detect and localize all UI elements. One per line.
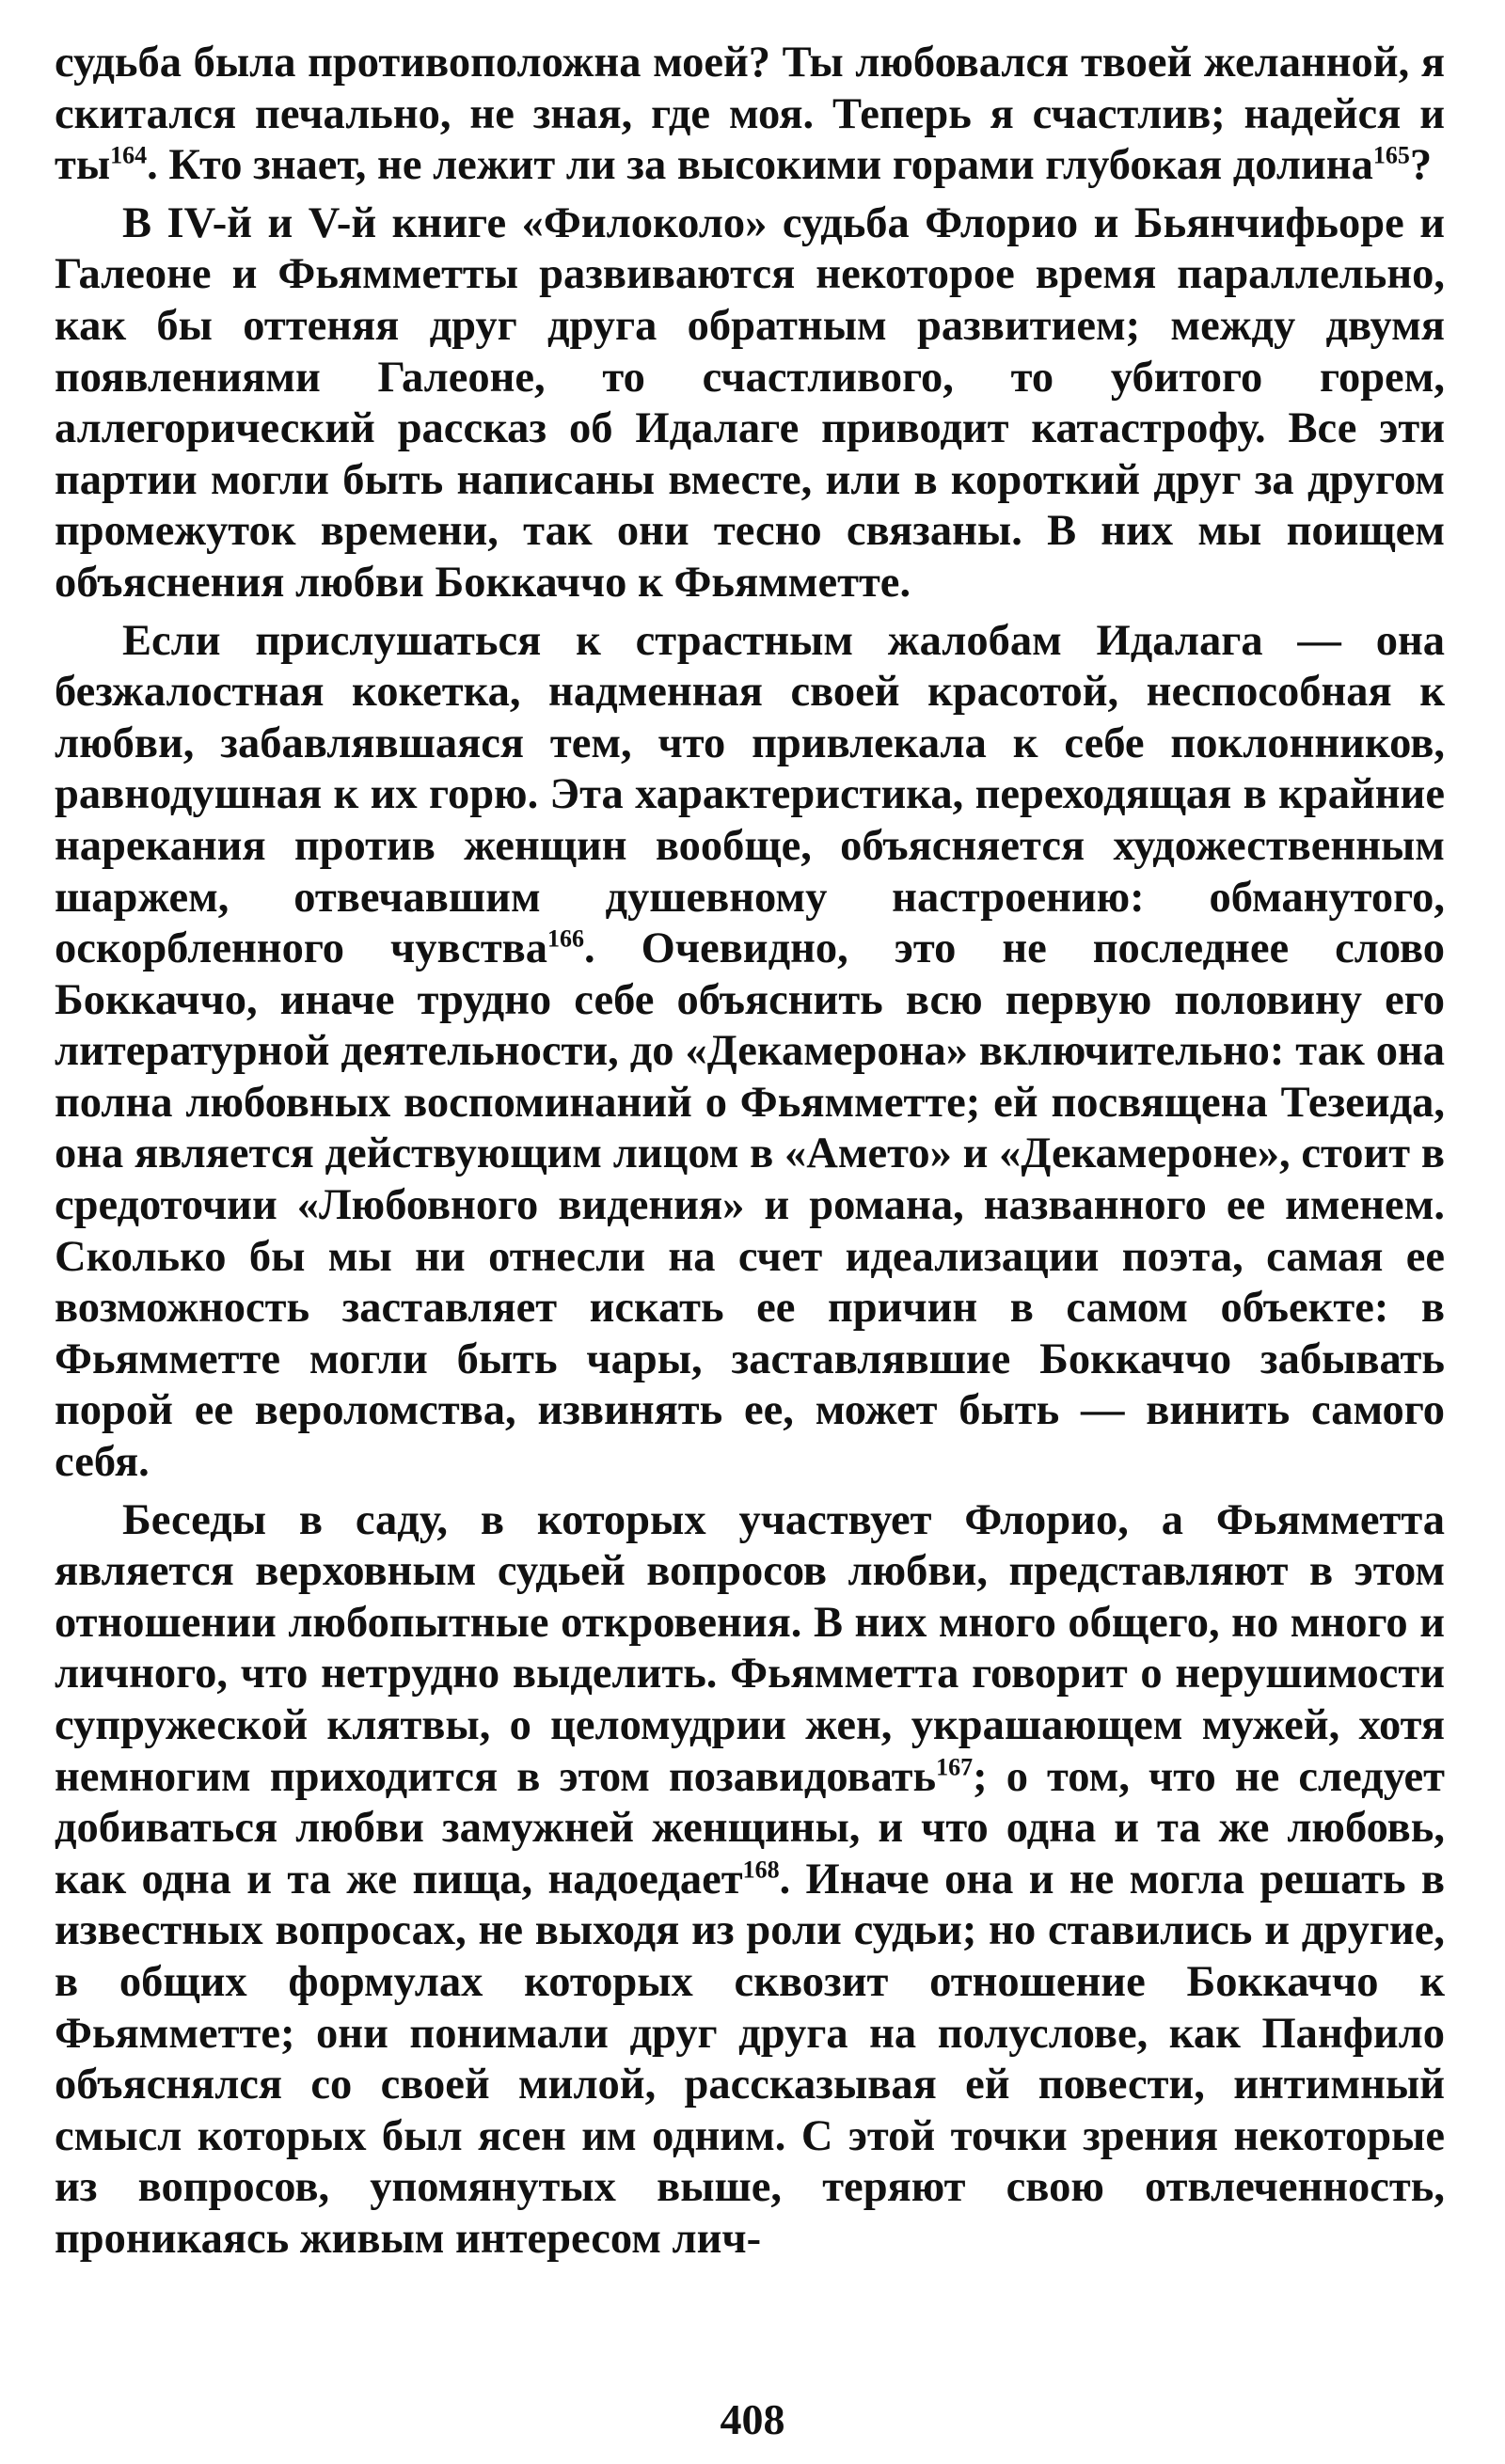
page-body	[55, 38, 1445, 2266]
text-run: ; о том, что не следует добиваться любви замужней женщины, и что одна и та же любовь, как одна и та же пища, надоедает	[55, 1752, 1445, 1903]
text-run: Если прислушаться к страстным жалобам Идалага — она безжалостная кокетка, надменная своей красотой, неспособная к любви, забавлявшаяся тем, что привлекала к себе поклонников, равнодушная к их горю. Эта характеристика, переходящая в крайние нарекания против женщин вообще, объясняется художественным шаржем, отвечавшим душевному настроению: обманутого, оскорбленного чувства	[55, 616, 1445, 973]
text-run: ?	[1409, 141, 1433, 190]
text-run: . Кто знает, не лежит ли за высокими горами глубокая долина	[147, 141, 1373, 190]
paragraph-1	[55, 38, 1445, 192]
footnote-ref: 166	[547, 924, 585, 953]
text-run: судьба была противоположна моей? Ты любовался твоей желанной, я скитался печально, не зная, где моя. Теперь я счастлив; надейся и ты	[55, 39, 1445, 190]
paragraph-2	[55, 198, 1445, 609]
paragraph-4	[55, 1495, 1445, 2266]
page-number: 408	[720, 2395, 785, 2443]
footnote-ref: 164	[110, 141, 148, 169]
footnote-ref: 167	[936, 1753, 974, 1781]
paragraph-3	[55, 616, 1445, 1489]
text-run: . Очевидно, это не последнее слово Боккаччо, иначе трудно себе объяснить всю первую половину его литературной деятельности, до «Декамерона» включительно: так она полна любовных воспоминаний о Фьямметте; ей посвящена Тезеида, она является действующим лицом в «Амето» и «Декамероне», стоит в средоточии «Любовного видения» и романа, названного ее именем. Сколько бы мы ни отнесли на счет идеализации поэта, самая ее возможность заставляет искать ее причин в самом объекте: в Фьямметте могли быть чары, заставлявшие Боккаччо забывать порой ее вероломства, извинять ее, может быть — винить самого себя.	[55, 924, 1445, 1487]
text-run: . Иначе она и не могла решать в известных вопросах, не выходя из роли судьи; но ставились и другие, в общих формулах которых сквозит отношение Боккаччо к Фьямметте; они понимали друг друга на полуслове, как Панфило объяснялся со своей милой, рассказывая ей повести, интимный смысл которых был ясен им одним. С этой точки зрения некоторые из вопросов, упомянутых выше, теряют свою отвлеченность, проникаясь живым интересом лич-	[55, 1855, 1446, 2263]
footnote-ref: 165	[1372, 141, 1410, 169]
text-run: Беседы в саду, в которых участвует Флорио, а Фьямметта является верховным судьей вопросов любви, представляют в этом отношении любопытные откровения. В них много общего, но много и личного, что нетрудно выделить. Фьямметта говорит о нерушимости супружеской клятвы, о целомудрии жен, украшающем мужей, хотя немногим приходится в этом позавидовать	[55, 1495, 1445, 1801]
text-run: В IV-й и V-й книге «Филоколо» судьба Флорио и Бьянчифьоре и Галеоне и Фьямметты развиваются некоторое время параллельно, как бы оттеняя друг друга обратным развитием; между двумя появлениями Галеоне, то счастливого, то убитого горем, аллегорический рассказ об Идалаге приводит катастрофу. Все эти партии могли быть написаны вместе, или в короткий друг за другом промежуток времени, так они тесно связаны. В них мы поищем объяснения любви Боккаччо к Фьямметте.	[55, 198, 1445, 607]
footnote-ref: 168	[742, 1856, 780, 1884]
